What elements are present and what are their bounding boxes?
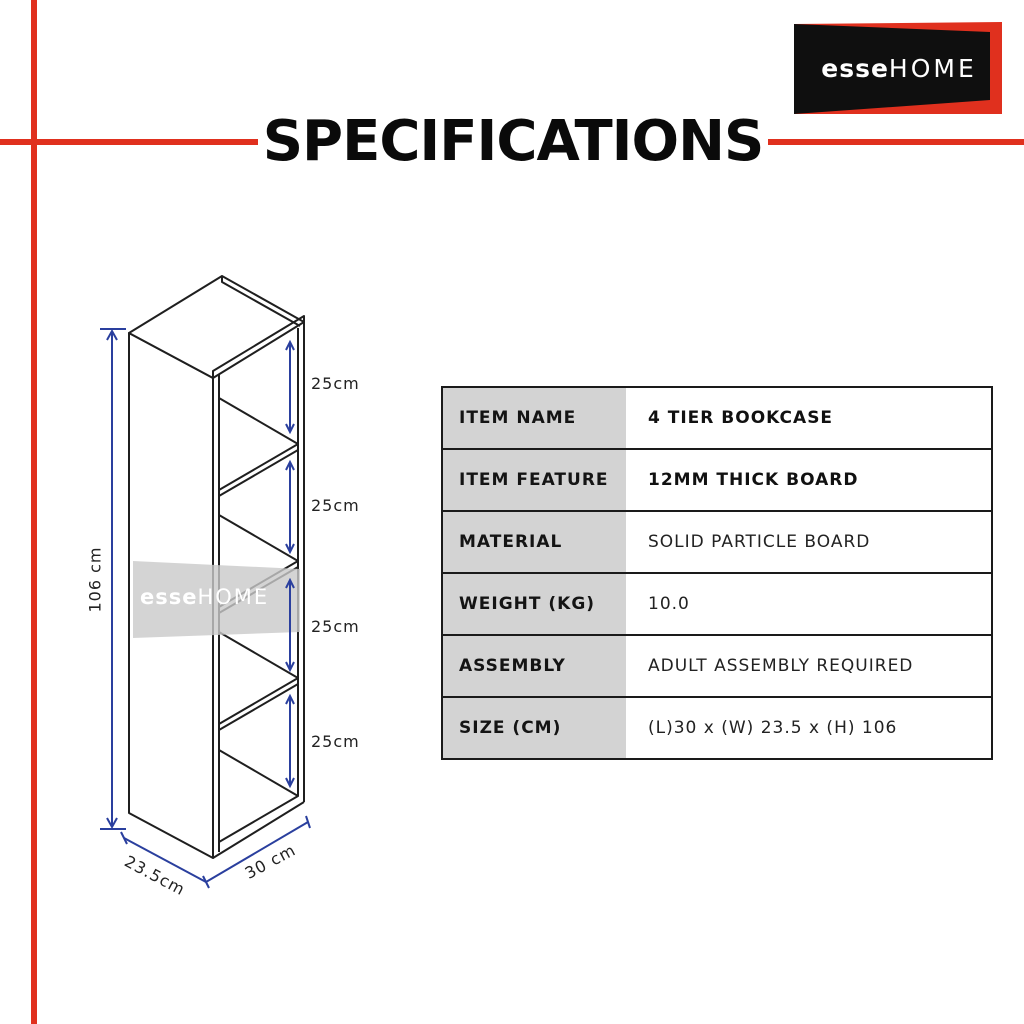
spec-value: 10.0 [626, 573, 992, 635]
spec-value: ADULT ASSEMBLY REQUIRED [626, 635, 992, 697]
spec-value: 4 TIER BOOKCASE [626, 387, 992, 449]
drawing-watermark [140, 585, 300, 609]
spec-row [442, 573, 992, 635]
spec-row [442, 697, 992, 759]
brand-logo-light: HOME [888, 54, 977, 83]
shelf-1-edge [219, 450, 298, 496]
spec-row [442, 387, 992, 449]
depth-label: 23.5cm [121, 851, 189, 900]
brand-logo-bold: esse [821, 54, 889, 83]
spec-label: MATERIAL [442, 511, 626, 573]
spec-value: 12MM THICK BOARD [626, 449, 992, 511]
spec-value: (L)30 x (W) 23.5 x (H) 106 [626, 697, 992, 759]
shelf-height-label-2: 25cm [311, 496, 360, 515]
spec-label: WEIGHT (KG) [442, 573, 626, 635]
spec-value: SOLID PARTICLE BOARD [626, 511, 992, 573]
shelf-height-label-4: 25cm [311, 732, 360, 751]
shelf-3-edge [219, 684, 298, 730]
shelf-height-label-3: 25cm [311, 617, 360, 636]
width-label: 30 cm [241, 840, 300, 883]
shelf-1 [219, 398, 298, 490]
spec-label: ASSEMBLY [442, 635, 626, 697]
watermark-bold: esse [140, 585, 198, 609]
height-label: 106 cm [85, 546, 105, 613]
spec-row [442, 511, 992, 573]
spec-row [442, 635, 992, 697]
spec-row [442, 449, 992, 511]
specifications-table [441, 386, 993, 760]
spec-label: ITEM FEATURE [442, 449, 626, 511]
shelf-height-label-1: 25cm [311, 374, 360, 393]
shelf-3 [219, 632, 298, 724]
page-title: SPECIFICATIONS [262, 109, 764, 174]
shelf-bottom [219, 750, 298, 842]
watermark-light: HOME [197, 585, 270, 609]
spec-label: ITEM NAME [442, 387, 626, 449]
spec-label: SIZE (CM) [442, 697, 626, 759]
